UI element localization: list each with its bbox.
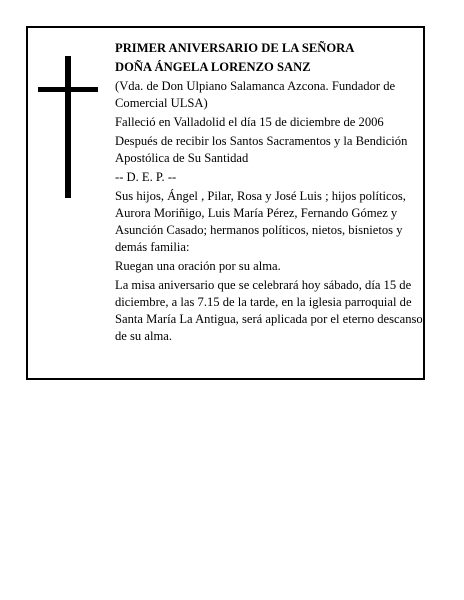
sacraments-line: Después de recibir los Santos Sacramentos y la Bendición Apostólica de Su Santidad [115,134,408,165]
family-line: Sus hijos, Ángel , Pilar, Rosa y José Luis ; hijos políticos, Aurora Moriñigo, Luis María Pérez, Fernando Gómez y Asunción Casado; hermanos políticos, nietos, bisnietos y demás familia: [115,189,406,254]
widow-note: (Vda. de Don Ulpiano Salamanca Azcona. Fundador de Comercial ULSA) [115,79,396,110]
cross-horizontal-bar [38,87,98,92]
death-line: Falleció en Valladolid el día 15 de diciembre de 2006 [115,115,384,129]
mass-line: La misa aniversario que se celebrará hoy sábado, día 15 de diciembre, a las 7.15 de la tarde, en la iglesia parroquial de Santa María La Antigua, será aplicada por el eterno descanso de su alma. [115,278,423,343]
prayer-line: Ruegan una oración por su alma. [115,259,281,273]
cross-icon [38,56,98,198]
notice-title-line-1: PRIMER ANIVERSARIO DE LA SEÑORA [115,41,355,55]
notice-title-line-2: DOÑA ÁNGELA LORENZO SANZ [115,60,311,74]
notice-text [115,40,423,347]
cross-vertical-bar [65,56,71,198]
rip-line: -- D. E. P. -- [115,170,177,184]
obituary-notice [26,26,425,380]
